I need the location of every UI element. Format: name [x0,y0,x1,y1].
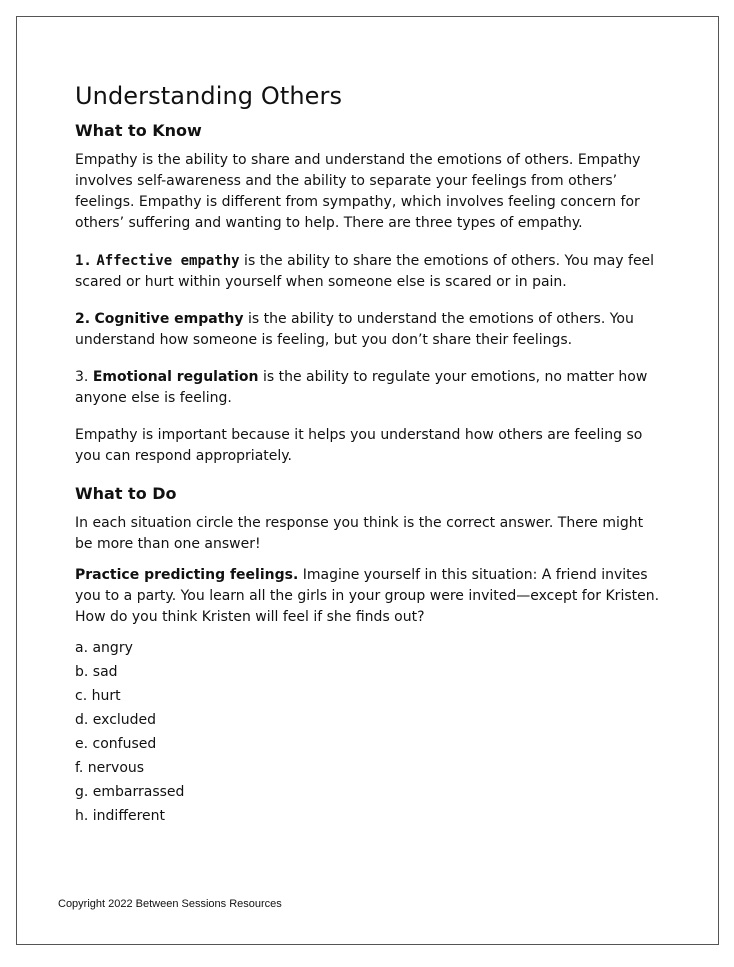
answer-option[interactable]: d. excluded [75,712,157,728]
answer-option[interactable]: g. embarrassed [75,784,185,800]
empathy-type-2-term: Cognitive empathy [94,311,244,327]
answer-option[interactable]: h. indifferent [75,808,165,824]
document-content [75,81,665,828]
answer-option[interactable]: c. hurt [75,688,121,704]
empathy-type-3-term: Emotional regulation [92,369,259,385]
intro-paragraph: Empathy is the ability to share and understand the emotions of others. Empathy involves self-awareness and the ability to separate your feelings from others’ feelings. Empathy is different from sympathy, which involves feeling concern for others’ suffering and wanting to help. There are three types of empathy. [75,152,641,231]
section-heading-what-to-do: What to Do [75,484,177,503]
practice-text: Imagine yourself in this situation: A friend invites you to a party. You learn all the girls in your group were invited—except for Kristen. How do you think Kristen will feel if she finds out? [75,567,660,625]
empathy-type-2-text: is the ability to understand the emotions of others. You understand how someone is feeling, but you don’t share their feelings. [75,311,634,348]
empathy-type-2 [75,309,665,351]
empathy-type-1-number: 1. [75,253,92,269]
practice-label: Practice predicting feelings. [75,567,299,583]
empathy-type-3-text: is the ability to regulate your emotions, no matter how anyone else is feeling. [75,369,648,406]
empathy-type-1-text: is the ability to share the emotions of others. You may feel scared or hurt within yourself when someone else is scared or in pain. [75,253,655,290]
empathy-type-1 [75,251,665,293]
answer-option[interactable]: b. sad [75,664,118,680]
section-heading-what-to-know: What to Know [75,121,202,140]
closing-paragraph: Empathy is important because it helps you understand how others are feeling so you can respond appropriately. [75,427,643,464]
page-title: Understanding Others [75,82,343,110]
answer-options-list [75,636,665,828]
answer-option[interactable]: f. nervous [75,760,145,776]
document-page [16,16,719,945]
answer-option[interactable]: a. angry [75,640,133,656]
empathy-type-2-number: 2. [75,311,91,327]
copyright-footer: Copyright 2022 Between Sessions Resources [58,898,282,910]
practice-paragraph [75,565,665,628]
answer-option[interactable]: e. confused [75,736,157,752]
empathy-type-3-number: 3. [75,369,89,385]
instructions-paragraph: In each situation circle the response you think is the correct answer. There might be more than one answer! [75,515,644,552]
empathy-type-3 [75,367,665,409]
empathy-type-1-term: Affective empathy [96,253,240,269]
